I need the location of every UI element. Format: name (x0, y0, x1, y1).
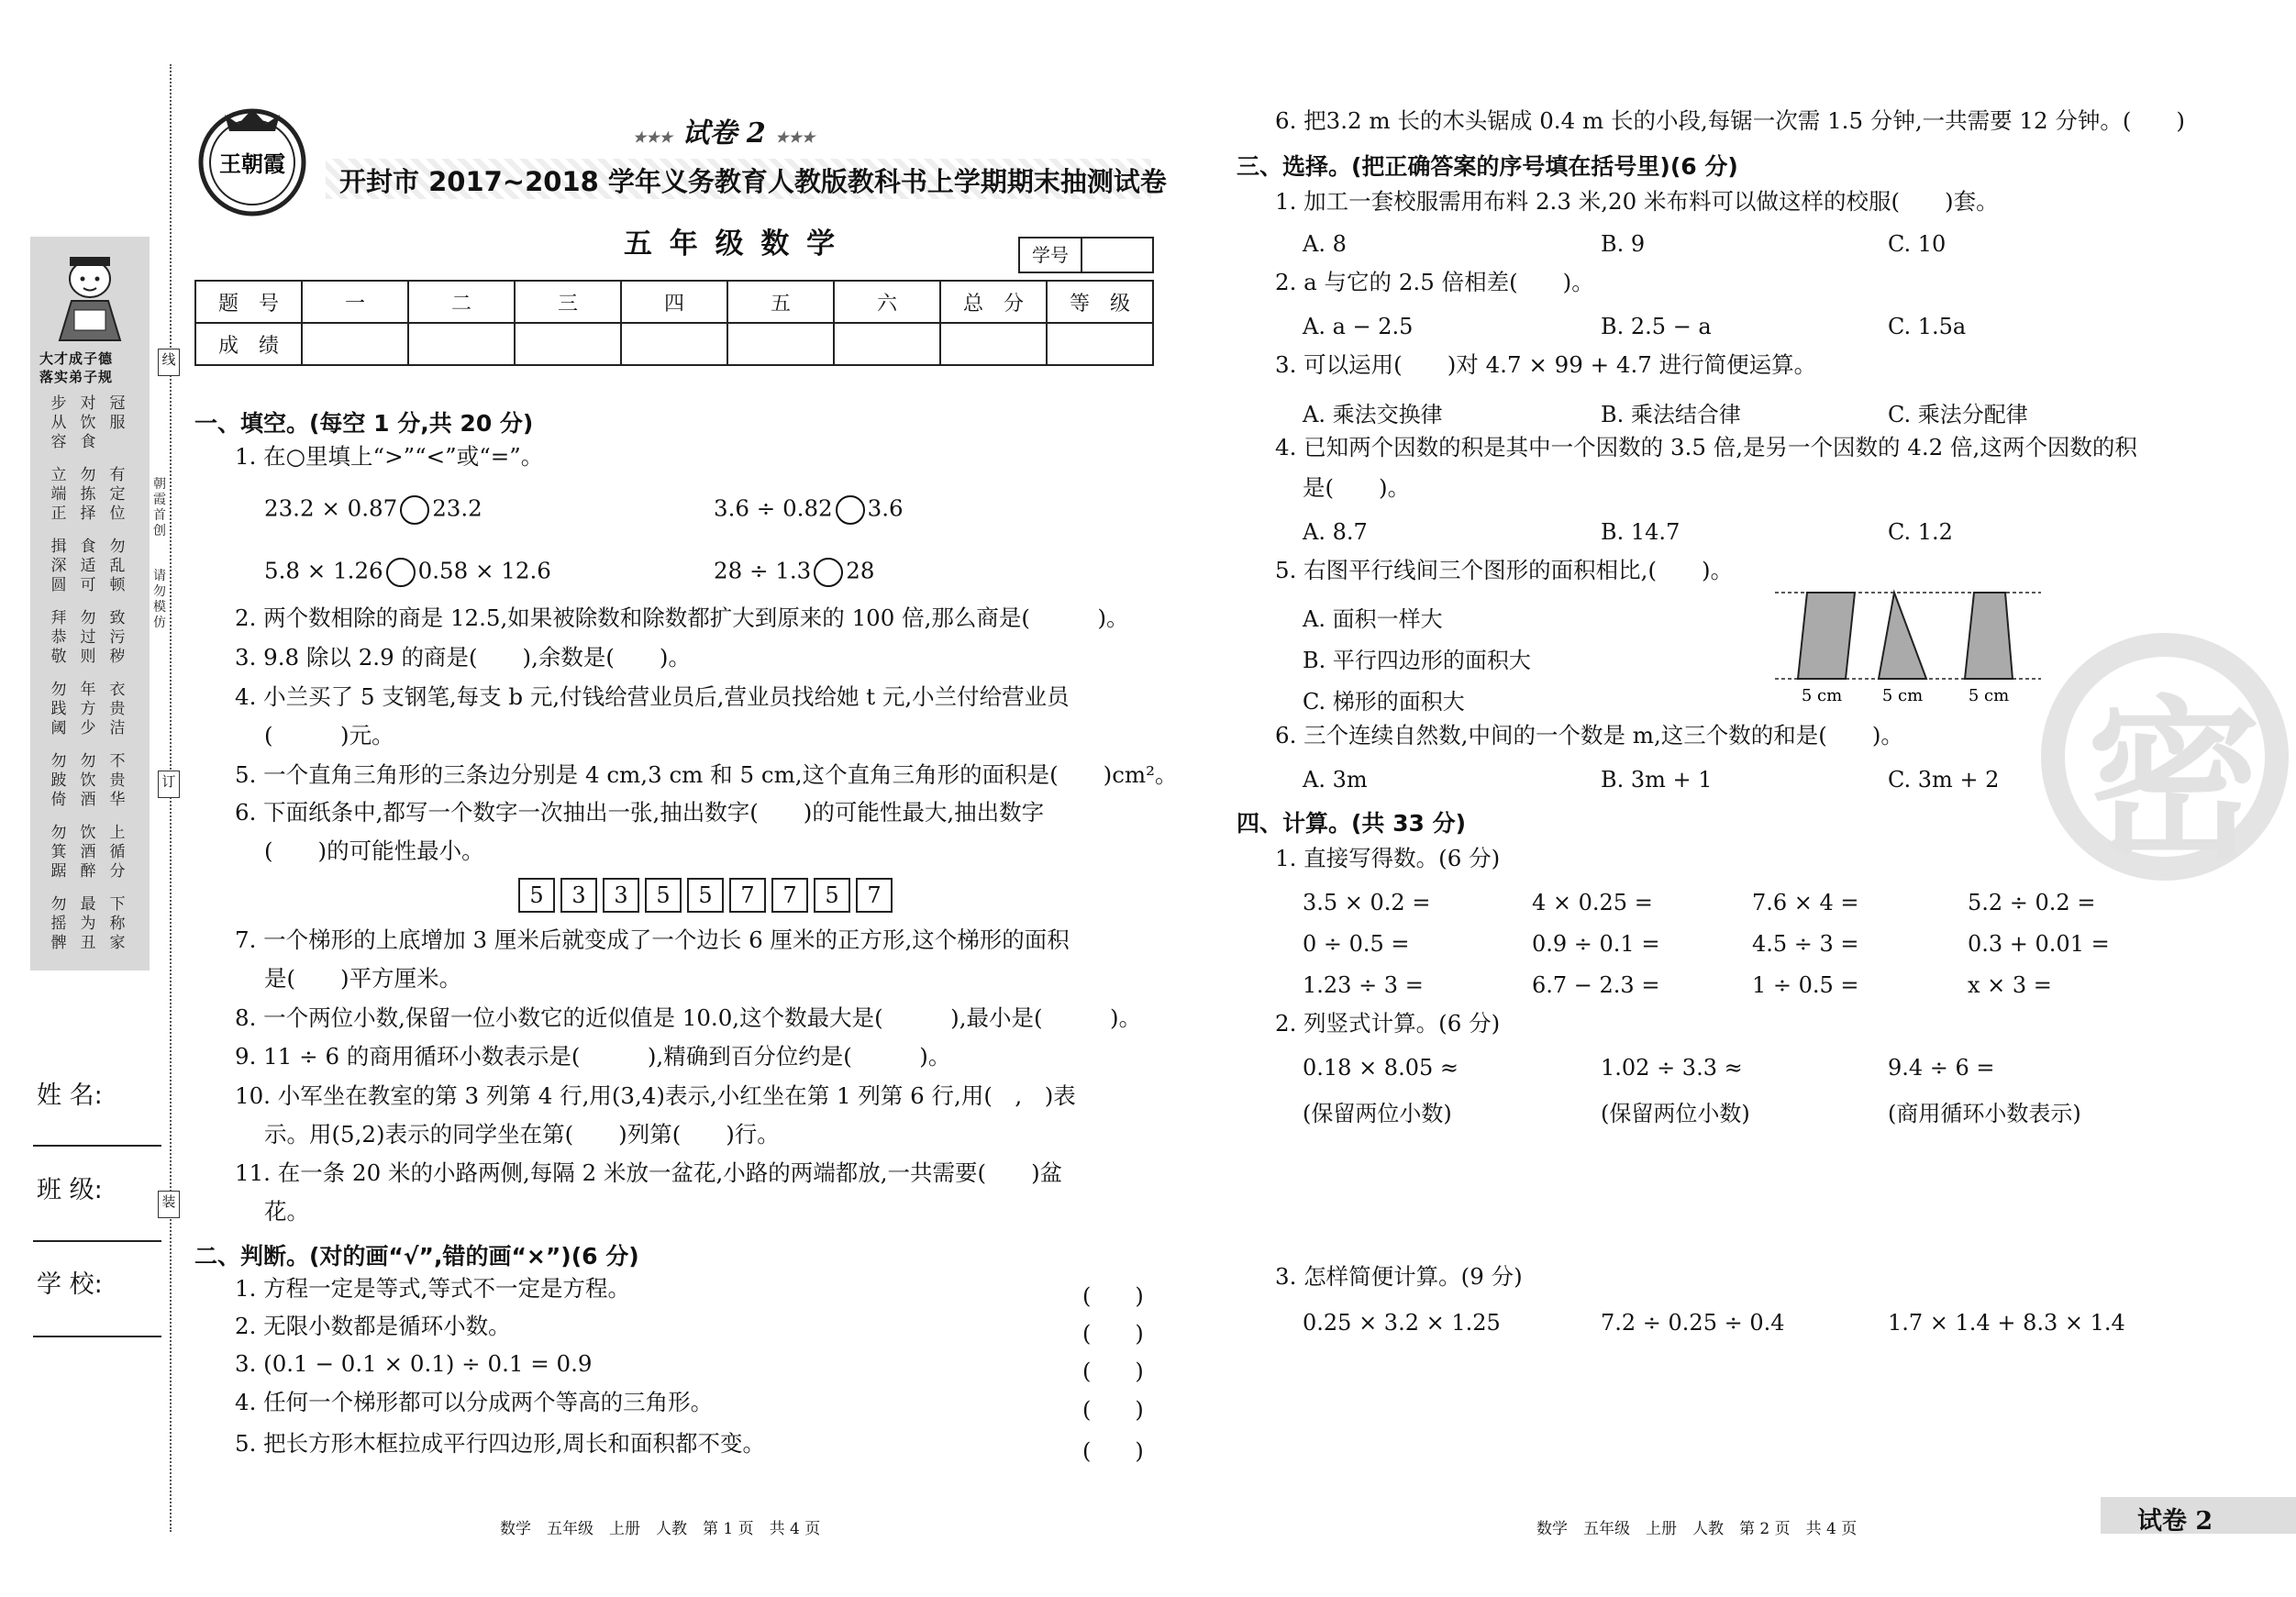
s1-q10b: 示。用(5,2)表示的同学坐在第( )列第( )行。 (264, 1121, 780, 1148)
score-cell[interactable] (621, 323, 727, 365)
s1-q7b: 是( )平方厘米。 (264, 965, 462, 992)
s1-q6b: ( )的可能性最小。 (264, 837, 484, 864)
vertical-note-1: (保留两位小数) (1303, 1101, 1452, 1126)
s3-q3: 3. 可以运用( )对 4.7 × 99 + 4.7 进行简便运算。 (1275, 351, 1817, 378)
s3-q4a: 4. 已知两个因数的积是其中一个因数的 3.5 倍,是另一个因数的 4.2 倍,这两个因数的积 (1275, 434, 2137, 460)
compare-1-left: 23.2 × 0.87 (264, 494, 398, 522)
score-cell[interactable] (727, 323, 834, 365)
badge-text: 试卷 2 (682, 117, 766, 150)
s1-q11b: 花。 (264, 1198, 309, 1225)
footer-left: 数学 五年级 上册 人教 第 1 页 共 4 页 (500, 1520, 821, 1538)
s3-q6-b[interactable]: B. 3m + 1 (1601, 767, 1713, 793)
compare-circle[interactable] (386, 558, 416, 587)
binding-mark-1: 线 (158, 349, 180, 376)
s3-q1-b[interactable]: B. 9 (1601, 231, 1646, 257)
s3-q4-a[interactable]: A. 8.7 (1303, 519, 1368, 545)
s1-q9: 9. 11 ÷ 6 的商用循环小数表示是( ),精确到百分位约是( )。 (235, 1043, 951, 1070)
calc-r2c1: 0 ÷ 0.5 = (1303, 931, 1410, 957)
motto-column: 对饮食 (80, 394, 96, 451)
digit-card: 5 (645, 878, 682, 913)
compare-circle[interactable] (400, 495, 429, 525)
s3-q5-c[interactable]: C. 梯形的面积大 (1303, 689, 1465, 715)
judge-answer-5[interactable]: ( ) (1082, 1438, 1144, 1464)
s2-item-1: 1. 方程一定是等式,等式不一定是方程。 (235, 1275, 630, 1302)
motto-column: 最为丑 (80, 895, 96, 952)
motto-column: 拜恭敬 (50, 609, 67, 666)
section2-heading: 二、判断。(对的画“√”,错的画“×”)(6 分) (194, 1243, 639, 1270)
motto-column: 勿饮酒 (80, 752, 96, 809)
motto-line-1: 大才成子德 (39, 350, 114, 367)
s3-q6: 6. 三个连续自然数,中间的一个数是 m,这三个数的和是( )。 (1275, 722, 1903, 749)
motto-line-2: 落实弟子规 (39, 369, 114, 385)
fig-label-3: 5 cm (1968, 686, 2010, 705)
test-badge (633, 110, 815, 150)
s3-q1-c[interactable]: C. 10 (1888, 231, 1947, 257)
compare-1 (264, 495, 482, 525)
digit-card: 7 (771, 878, 808, 913)
digit-strip (518, 878, 898, 913)
seal-character: 密 (2087, 681, 2262, 883)
s3-q2: 2. a 与它的 2.5 倍相差( )。 (1275, 269, 1594, 295)
logo-text: 王朝霞 (219, 150, 285, 177)
margin-note-1: 朝霞首创 (153, 477, 166, 538)
calc-r2c2: 0.9 ÷ 0.1 = (1532, 931, 1660, 957)
digit-card: 7 (729, 878, 766, 913)
score-col-5: 五 (727, 281, 834, 323)
s1-q2: 2. 两个数相除的商是 12.5,如果被除数和除数都扩大到原来的 100 倍,那么商是( )。 (235, 604, 1129, 631)
motto-column: 衣贵洁 (109, 681, 126, 738)
s1-q8: 8. 一个两位小数,保留一位小数它的近似值是 10.0,这个数最大是( ),最小是( )。 (235, 1004, 1142, 1031)
judge-answer-2[interactable]: ( ) (1082, 1321, 1144, 1347)
compare-4-left: 28 ÷ 1.3 (714, 557, 812, 584)
s1-q11a: 11. 在一条 20 米的小路两侧,每隔 2 米放一盆花,小路的两端都放,一共需要( )盆 (235, 1159, 1063, 1186)
corner-badge: 试卷 2 (2137, 1507, 2213, 1536)
section1-heading: 一、填空。(每空 1 分,共 20 分) (194, 410, 534, 437)
s2-item-6: 6. 把3.2 m 长的木头锯成 0.4 m 长的小段,每锯一次需 1.5 分钟,一共需要 12 分钟。( ) (1275, 107, 2185, 134)
compare-4 (714, 558, 874, 587)
score-row-label: 成 绩 (195, 323, 302, 365)
s1-q10a: 10. 小军坐在教室的第 3 列第 4 行,用(3,4)表示,小红坐在第 1 列第 6 行,用( , )表 (235, 1082, 1076, 1109)
score-col-total: 总 分 (940, 281, 1047, 323)
s4-part2: 2. 列竖式计算。(6 分) (1275, 1010, 1501, 1037)
s3-q3-a[interactable]: A. 乘法交换律 (1303, 402, 1443, 427)
calc-r3c1: 1.23 ÷ 3 = (1303, 972, 1424, 998)
motto-column: 立端正 (50, 466, 67, 523)
score-col-4: 四 (621, 281, 727, 323)
calc-r1c4: 5.2 ÷ 0.2 = (1968, 890, 2096, 915)
calc-r1c3: 7.6 × 4 = (1752, 890, 1859, 915)
calc-r3c2: 6.7 − 2.3 = (1532, 972, 1660, 998)
digit-card: 5 (518, 878, 555, 913)
vertical-calc-3: 9.4 ÷ 6 = (1888, 1055, 1995, 1081)
s2-item-3: 3. (0.1 − 0.1 × 0.1) ÷ 0.1 = 0.9 (235, 1350, 593, 1377)
compare-2 (714, 495, 904, 525)
score-table (194, 280, 1154, 366)
motto-column: 冠服 (109, 394, 126, 432)
vertical-calc-2: 1.02 ÷ 3.3 ≈ (1601, 1055, 1743, 1081)
s3-q5-a[interactable]: A. 面积一样大 (1303, 606, 1443, 632)
motto-column: 揖深圆 (50, 538, 67, 594)
s1-q4a: 4. 小兰买了 5 支钢笔,每支 b 元,付钱给营业员后,营业员找给她 t 元,小兰付给营业员 (235, 683, 1070, 710)
score-header-row (195, 281, 1153, 323)
triangle-shape (1879, 593, 1926, 679)
s3-q6-a[interactable]: A. 3m (1303, 767, 1368, 793)
judge-answer-1[interactable]: ( ) (1082, 1283, 1144, 1309)
s3-q4b: 是( )。 (1303, 474, 1411, 501)
simplify-1: 0.25 × 3.2 × 1.25 (1303, 1310, 1501, 1336)
score-col-6: 六 (834, 281, 940, 323)
compare-circle[interactable] (836, 495, 865, 525)
score-cell[interactable] (940, 323, 1047, 365)
s2-item-4: 4. 任何一个梯形都可以分成两个等高的三角形。 (235, 1389, 714, 1415)
motto-column: 勿践阈 (50, 681, 67, 738)
exam-title: 开封市 2017~2018 学年义务教育人教版教科书上学期期末抽测试卷 (339, 166, 1167, 197)
compare-3-left: 5.8 × 1.26 (264, 557, 383, 584)
s3-q4-b[interactable]: B. 14.7 (1601, 519, 1680, 545)
score-col-grade: 等 级 (1047, 281, 1153, 323)
s1-q6a: 6. 下面纸条中,都写一个数字一次抽出一张,抽出数字( )的可能性最大,抽出数字 (235, 799, 1045, 826)
publisher-logo (188, 96, 316, 225)
motto-column: 勿摇髀 (50, 895, 67, 952)
school-label: 学 校: (37, 1270, 103, 1299)
digit-card: 5 (814, 878, 850, 913)
calc-r1c1: 3.5 × 0.2 = (1303, 890, 1431, 915)
motto-column: 步从容 (50, 394, 67, 451)
s3-q3-b[interactable]: B. 乘法结合律 (1601, 402, 1741, 427)
s3-q1-a[interactable]: A. 8 (1303, 231, 1347, 257)
s3-q4-c[interactable]: C. 1.2 (1888, 519, 1953, 545)
s3-q5: 5. 右图平行线间三个图形的面积相比,( )。 (1275, 557, 1734, 583)
digit-card: 3 (603, 878, 639, 913)
score-col-3: 三 (515, 281, 621, 323)
student-id-label: 学号 (1020, 238, 1082, 272)
score-col-1: 一 (302, 281, 408, 323)
score-value-row (195, 323, 1153, 365)
s1-q7a: 7. 一个梯形的上底增加 3 厘米后就变成了一个边长 6 厘米的正方形,这个梯形的面积 (235, 926, 1070, 953)
fig-label-2: 5 cm (1881, 686, 1924, 705)
motto-column: 勿拣择 (80, 466, 96, 523)
judge-answer-4[interactable]: ( ) (1082, 1397, 1144, 1423)
compare-2-left: 3.6 ÷ 0.82 (714, 494, 833, 522)
binding-mark-2: 订 (158, 771, 180, 798)
motto-column: 勿跛倚 (50, 752, 67, 809)
vertical-note-2: (保留两位小数) (1601, 1101, 1750, 1126)
motto-column: 饮酒醉 (80, 824, 96, 881)
motto-column: 勿箕踞 (50, 824, 67, 881)
section3-heading: 三、选择。(把正确答案的序号填在括号里)(6 分) (1237, 153, 1738, 180)
margin-note-2: 请勿模仿 (153, 569, 166, 630)
motto-column: 不贵华 (109, 752, 126, 809)
motto-column: 勿过则 (80, 609, 96, 666)
compare-circle[interactable] (814, 558, 843, 587)
compare-3 (264, 558, 551, 587)
digit-card: 3 (560, 878, 597, 913)
trapezoid-shape (1965, 593, 2013, 679)
s3-q2-a[interactable]: A. a − 2.5 (1303, 314, 1414, 339)
score-cell[interactable] (408, 323, 515, 365)
score-cell[interactable] (515, 323, 621, 365)
scholar-figure-icon (39, 244, 140, 345)
footer-right: 数学 五年级 上册 人教 第 2 页 共 4 页 (1536, 1520, 1858, 1538)
calc-r2c4: 0.3 + 0.01 = (1968, 931, 2110, 957)
student-id-box[interactable] (1018, 237, 1154, 273)
compare-1-right: 23.2 (432, 494, 482, 522)
binding-mark-3: 装 (158, 1191, 180, 1218)
vertical-calc-1: 0.18 × 8.05 ≈ (1303, 1055, 1459, 1081)
parallelogram-shape (1798, 593, 1855, 679)
compare-4-right: 28 (846, 557, 875, 584)
compare-3-right: 0.58 × 12.6 (417, 557, 551, 584)
s1-q3: 3. 9.8 除以 2.9 的商是( ),余数是( )。 (235, 644, 691, 671)
calc-r2c3: 4.5 ÷ 3 = (1752, 931, 1859, 957)
school-field[interactable] (33, 1336, 161, 1337)
section4-heading: 四、计算。(共 33 分) (1237, 810, 1467, 837)
s3-q2-b[interactable]: B. 2.5 − a (1601, 314, 1712, 339)
dotted-binding-line (170, 64, 172, 1532)
score-cell[interactable] (834, 323, 940, 365)
s3-q5-b[interactable]: B. 平行四边形的面积大 (1303, 648, 1531, 673)
s3-q3-c[interactable]: C. 乘法分配律 (1888, 402, 2028, 427)
s3-q6-c[interactable]: C. 3m + 2 (1888, 767, 2000, 793)
judge-answer-3[interactable]: ( ) (1082, 1359, 1144, 1384)
fig-label-1: 5 cm (1801, 686, 1843, 705)
score-cell[interactable] (302, 323, 408, 365)
motto-column: 下称家 (109, 895, 126, 952)
parallel-lines-figure (1770, 580, 2046, 708)
score-col-label: 题 号 (195, 281, 302, 323)
sidebar-panel (30, 237, 150, 970)
simplify-2: 7.2 ÷ 0.25 ÷ 0.4 (1601, 1310, 1785, 1336)
motto-column: 致污秽 (109, 609, 126, 666)
motto-column: 有定位 (109, 466, 126, 523)
compare-2-right: 3.6 (867, 494, 904, 522)
name-label: 姓 名: (37, 1081, 103, 1110)
simplify-3: 1.7 × 1.4 + 8.3 × 1.4 (1888, 1310, 2125, 1336)
s1-q1: 1. 在○里填上“>”“<”或“=”。 (235, 443, 544, 470)
s3-q1: 1. 加工一套校服需用布料 2.3 米,20 米布料可以做这样的校服( )套。 (1275, 188, 1999, 215)
s1-q4b: ( )元。 (264, 722, 394, 749)
calc-r1c2: 4 × 0.25 = (1532, 890, 1653, 915)
badge-stars-right: ★★★ (775, 128, 815, 146)
badge-stars-left: ★★★ (633, 128, 673, 146)
digit-card: 5 (687, 878, 724, 913)
class-field[interactable] (33, 1240, 161, 1242)
score-cell[interactable] (1047, 323, 1153, 365)
motto-column: 食适可 (80, 538, 96, 594)
name-field[interactable] (33, 1145, 161, 1147)
calc-r3c3: 1 ÷ 0.5 = (1752, 972, 1859, 998)
motto-column: 年方少 (80, 681, 96, 738)
exam-subtitle: 五 年 级 数 学 (624, 227, 839, 261)
s4-part3: 3. 怎样简便计算。(9 分) (1275, 1263, 1523, 1290)
vertical-note-3: (商用循环小数表示) (1888, 1101, 2081, 1126)
calc-r3c4: x × 3 = (1968, 972, 2052, 998)
motto-column: 勿乱顿 (109, 538, 126, 594)
s2-item-5: 5. 把长方形木框拉成平行四边形,周长和面积都不变。 (235, 1430, 765, 1457)
s4-part1: 1. 直接写得数。(6 分) (1275, 845, 1501, 871)
s2-item-2: 2. 无限小数都是循环小数。 (235, 1313, 511, 1339)
class-label: 班 级: (37, 1176, 103, 1204)
s1-q5: 5. 一个直角三角形的三条边分别是 4 cm,3 cm 和 5 cm,这个直角三角形的面积是( )cm²。 (235, 761, 1178, 788)
motto-column: 上循分 (109, 824, 126, 881)
score-col-2: 二 (408, 281, 515, 323)
s3-q2-c[interactable]: C. 1.5a (1888, 314, 1967, 339)
digit-card: 7 (856, 878, 893, 913)
